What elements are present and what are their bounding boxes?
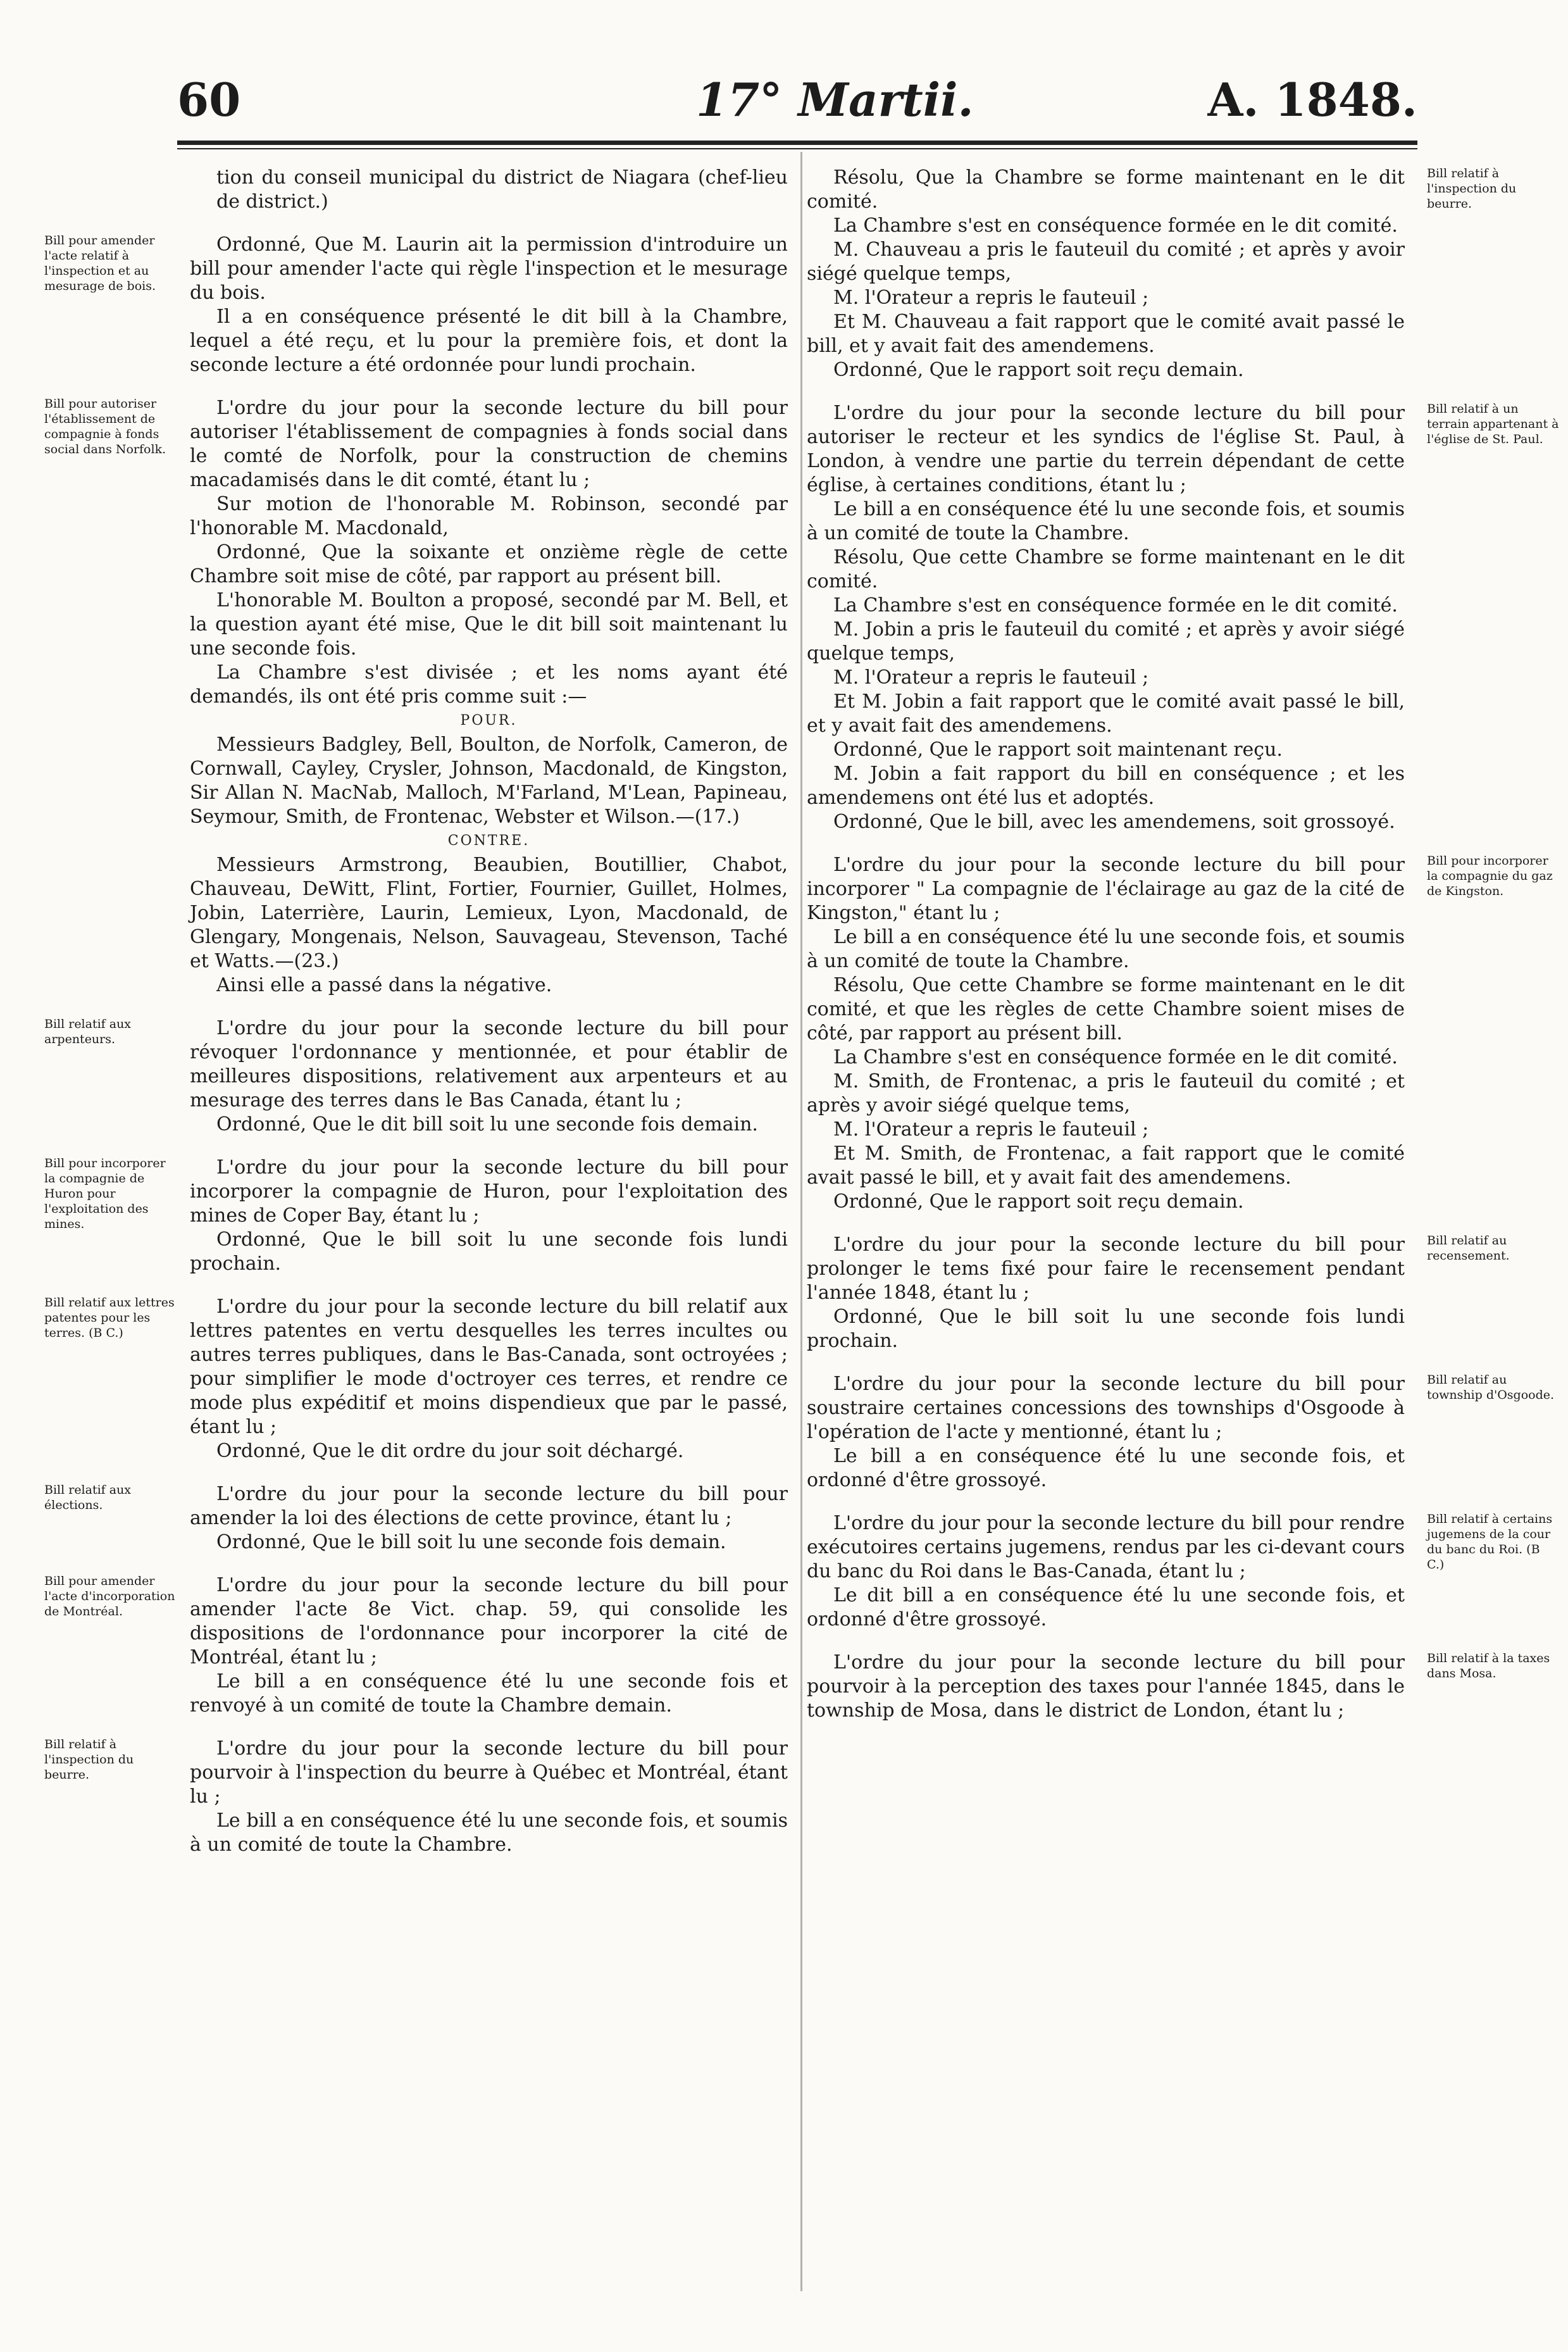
header-rule-thin	[177, 148, 1417, 149]
journal-entry	[807, 853, 1553, 1214]
margin-note: Bill relatif à l'inspection du beurre.	[1427, 166, 1517, 211]
journal-entry	[807, 401, 1559, 834]
margin-note: Bill pour incorporer la compagnie de Huron pour l'exploitation des mines.	[44, 1156, 166, 1231]
journal-entry	[807, 1651, 1550, 1723]
entry-paragraph: Le bill a en conséquence été lu une seconde fois, et soumis à un comité de toute la Chambre.	[807, 926, 1405, 972]
entry-paragraph: Ordonné, Que le bill, avec les amendemens, soit grossoyé.	[833, 811, 1395, 833]
entry-paragraph: Ordonné, Que le dit bill soit lu une seconde fois demain.	[216, 1113, 758, 1135]
entry-paragraph: Il a en conséquence présenté le dit bill à la Chambre, lequel a été reçu, et lu pour la première fois, et dont la seconde lecture a été ordonnée pour lundi prochain.	[190, 306, 788, 376]
journal-entry	[44, 396, 788, 998]
entry-paragraph: Le bill a en conséquence été lu une seconde fois et renvoyé à un comité de toute la Chambre demain.	[190, 1670, 788, 1717]
entry-paragraph: L'ordre du jour pour la seconde lecture du bill pour rendre exécutoires certains jugemens, rendus par les ci-devant cours du banc du Roi dans le Bas-Canada, étant lu ;	[807, 1512, 1405, 1582]
right-column	[807, 166, 1559, 1742]
entry-paragraph: L'honorable M. Boulton a proposé, secondé par M. Bell, et la question ayant été mise, Que le dit bill soit maintenant lu une seconde fois.	[190, 589, 788, 660]
entry-paragraph: La Chambre s'est en conséquence formée en le dit comité.	[833, 215, 1398, 237]
entry-paragraph: POUR.	[460, 713, 518, 729]
margin-note: Bill pour incorporer la compagnie du gaz de Kingston.	[1427, 854, 1553, 898]
entry-paragraph: M. Smith, de Frontenac, a pris le fauteuil du comité ; et après y avoir siégé quelque tems,	[807, 1070, 1405, 1117]
entry-paragraph: Sur motion de l'honorable M. Robinson, secondé par l'honorable M. Macdonald,	[190, 493, 788, 539]
page-number: 60	[177, 73, 241, 127]
journal-entry	[44, 1573, 788, 1718]
entry-paragraph: La Chambre s'est en conséquence formée en le dit comité.	[833, 594, 1398, 616]
entry-paragraph: Résolu, Que cette Chambre se forme maintenant en le dit comité.	[807, 546, 1405, 592]
margin-note: Bill relatif à certains jugemens de la cour du banc du Roi. (B C.)	[1427, 1512, 1553, 1572]
entry-paragraph: L'ordre du jour pour la seconde lecture du bill pour prolonger le tems fixé pour faire le recensement pendant l'année 1848, étant lu ;	[807, 1234, 1405, 1304]
entry-paragraph: Ordonné, Que le rapport soit maintenant reçu.	[833, 739, 1283, 761]
header-rule-thick	[177, 141, 1417, 145]
entry-paragraph: Messieurs Badgley, Bell, Boulton, de Norfolk, Cameron, de Cornwall, Cayley, Crysler, Johnson, Macdonald, de Kingston, Sir Allan N. MacNab, Malloch, M'Farland, M'Lean, Papineau, Seymour, Smith, de Frontenac, Webster et Wilson.—(17.)	[190, 734, 788, 828]
margin-note: Bill relatif à un terrain appartenant à l'église de St. Paul.	[1427, 402, 1559, 446]
entry-paragraph: L'ordre du jour pour la seconde lecture du bill pour pourvoir à la perception des taxes pour l'année 1845, dans le township de Mosa, dans le district de London, étant lu ;	[807, 1651, 1405, 1722]
entry-paragraph: La Chambre s'est divisée ; et les noms ayant été demandés, ils ont été pris comme suit :—	[190, 661, 788, 708]
entry-paragraph: Résolu, Que cette Chambre se forme maintenant en le dit comité, et que les règles de cette Chambre soient mises de côté, par rapport au présent bill.	[807, 974, 1405, 1044]
journal-entry	[44, 1156, 788, 1276]
entry-paragraph: L'ordre du jour pour la seconde lecture du bill pour autoriser l'établissement de compagnies à fonds social dans le comté de Norfolk, pour la construction de chemins macadamisés dans le dit comté, étant lu ;	[190, 397, 788, 491]
margin-note: Bill relatif aux arpenteurs.	[44, 1017, 132, 1046]
entry-paragraph: L'ordre du jour pour la seconde lecture du bill pour incorporer la compagnie de Huron, pour l'exploitation des mines de Coper Bay, étant lu ;	[190, 1156, 788, 1227]
entry-paragraph: CONTRE.	[447, 833, 530, 849]
entry-paragraph: M. Jobin a pris le fauteuil du comité ; et après y avoir siégé quelque temps,	[807, 618, 1405, 665]
journal-entry	[190, 166, 788, 214]
margin-note: Bill relatif à l'inspection du beurre.	[44, 1737, 134, 1782]
entry-paragraph: Et M. Jobin a fait rapport que le comité avait passé le bill, et y avait fait des amendemens.	[807, 691, 1405, 737]
entry-paragraph: L'ordre du jour pour la seconde lecture du bill pour soustraire certaines concessions des townships d'Osgoode à l'opération de l'acte y mentionné, étant lu ;	[807, 1373, 1405, 1443]
margin-note: Bill relatif au township d'Osgoode.	[1427, 1373, 1555, 1402]
column-separator	[800, 152, 802, 2291]
entry-paragraph: Et M. Smith, de Frontenac, a fait rapport que le comité avait passé le bill, et y avait fait des amendemens.	[807, 1142, 1405, 1189]
entry-paragraph: Ordonné, Que le bill soit lu une seconde fois lundi prochain.	[807, 1306, 1405, 1352]
entry-paragraph: L'ordre du jour pour la seconde lecture du bill pour amender la loi des élections de cette province, étant lu ;	[190, 1483, 788, 1529]
journal-entry	[807, 1511, 1553, 1632]
entry-paragraph: L'ordre du jour pour la seconde lecture du bill pour autoriser le recteur et les syndics de l'église St. Paul, à London, à vendre une partie du terrein dépendant de cette église, à certaines conditions, étant lu ;	[807, 402, 1405, 496]
left-column	[44, 166, 788, 1876]
entry-paragraph: Le bill a en conséquence été lu une seconde fois, et ordonné d'être grossoyé.	[807, 1445, 1405, 1491]
entry-paragraph: Ordonné, Que le rapport soit reçu demain.	[833, 359, 1244, 381]
entry-paragraph: Ordonné, Que le rapport soit reçu demain.	[833, 1191, 1244, 1213]
journal-entry	[807, 1372, 1555, 1492]
entry-paragraph: L'ordre du jour pour la seconde lecture du bill pour révoquer l'ordonnance y mentionnée, et pour établir de meilleures dispositions, relativement aux arpenteurs et au mesurage des terres dans le Bas Canada, étant lu ;	[190, 1017, 788, 1111]
entry-paragraph: Ordonné, Que le bill soit lu une seconde fois demain.	[216, 1531, 726, 1553]
margin-note: Bill relatif au recensement.	[1427, 1234, 1510, 1263]
page-date: 17° Martii.	[696, 73, 974, 127]
entry-paragraph: M. l'Orateur a repris le fauteuil ;	[833, 1118, 1149, 1141]
entry-paragraph: tion du conseil municipal du district de Niagara (chef-lieu de district.)	[216, 166, 788, 213]
margin-note: Bill pour amender l'acte d'incorporation de Montréal.	[44, 1574, 175, 1618]
entry-paragraph: L'ordre du jour pour la seconde lecture du bill pour incorporer " La compagnie de l'éclairage au gaz de la cité de Kingston," étant lu ;	[807, 854, 1405, 924]
entry-paragraph: Ordonné, Que le bill soit lu une seconde fois lundi prochain.	[190, 1229, 788, 1275]
journal-entry	[44, 1482, 788, 1554]
page-year: A. 1848.	[1207, 73, 1417, 127]
journal-entry	[807, 166, 1517, 382]
entry-paragraph: Résolu, Que la Chambre se forme maintenant en le dit comité.	[807, 166, 1405, 213]
journal-entry	[44, 233, 788, 377]
margin-note: Bill relatif aux élections.	[44, 1483, 132, 1512]
margin-note: Bill pour autoriser l'établissement de compagnie à fonds social dans Norfolk.	[44, 397, 166, 456]
entry-paragraph: L'ordre du jour pour la seconde lecture du bill pour amender l'acte 8e Vict. chap. 59, qui consolide les dispositions de l'ordonnance pour incorporer la cité de Montréal, étant lu ;	[190, 1574, 788, 1668]
journal-entry	[807, 1233, 1510, 1353]
entry-paragraph: M. l'Orateur a repris le fauteuil ;	[833, 666, 1149, 689]
entry-paragraph: L'ordre du jour pour la seconde lecture du bill pour pourvoir à l'inspection du beurre à Québec et Montréal, étant lu ;	[190, 1737, 788, 1808]
margin-note: Bill pour amender l'acte relatif à l'inspection et au mesurage de bois.	[44, 234, 156, 293]
entry-paragraph: Ordonné, Que la soixante et onzième règle de cette Chambre soit mise de côté, par rapport au présent bill.	[190, 541, 788, 587]
entry-paragraph: M. Jobin a fait rapport du bill en conséquence ; et les amendemens ont été lus et adoptés.	[807, 763, 1405, 809]
margin-note: Bill relatif à la taxes dans Mosa.	[1427, 1651, 1550, 1680]
entry-paragraph: Et M. Chauveau a fait rapport que le comité avait passé le bill, et y avait fait des amendemens.	[807, 311, 1405, 357]
journal-entry	[44, 1737, 788, 1857]
entry-paragraph: M. Chauveau a pris le fauteuil du comité ; et après y avoir siégé quelque temps,	[807, 239, 1405, 285]
journal-entry	[44, 1295, 788, 1463]
entry-paragraph: Le bill a en conséquence été lu une seconde fois, et soumis à un comité de toute la Chambre.	[190, 1810, 788, 1856]
entry-paragraph: Le bill a en conséquence été lu une seconde fois, et soumis à un comité de toute la Chambre.	[807, 498, 1405, 544]
entry-paragraph: L'ordre du jour pour la seconde lecture du bill relatif aux lettres patentes en vertu desquelles les terres incultes ou autres terres publiques, dans le Bas-Canada, sont octroyées ; pour simplifier le mode d'octroyer ces terres, et rendre ce mode plus expéditif et moins dispendieux que par le passé, étant lu ;	[190, 1296, 788, 1438]
margin-note: Bill relatif aux lettres patentes pour les terres. (B C.)	[44, 1296, 175, 1340]
entry-paragraph: Ordonné, Que le dit ordre du jour soit déchargé.	[216, 1440, 684, 1462]
journal-entry	[44, 1016, 788, 1137]
entry-paragraph: Ordonné, Que M. Laurin ait la permission d'introduire un bill pour amender l'acte qui règle l'inspection et le mesurage du bois.	[190, 234, 788, 304]
page-header	[177, 73, 1417, 142]
entry-paragraph: Messieurs Armstrong, Beaubien, Boutillier, Chabot, Chauveau, DeWitt, Flint, Fortier, Fournier, Guillet, Holmes, Jobin, Laterrière, Laurin, Lemieux, Lyon, Macdonald, de Glengary, Mongenais, Nelson, Sauvageau, Stevenson, Taché et Watts.—(23.)	[190, 854, 788, 972]
entry-paragraph: Le dit bill a en conséquence été lu une seconde fois, et ordonné d'être grossoyé.	[807, 1584, 1405, 1630]
entry-paragraph: Ainsi elle a passé dans la négative.	[216, 974, 552, 996]
entry-paragraph: M. l'Orateur a repris le fauteuil ;	[833, 287, 1149, 309]
entry-paragraph: La Chambre s'est en conséquence formée en le dit comité.	[833, 1046, 1398, 1068]
